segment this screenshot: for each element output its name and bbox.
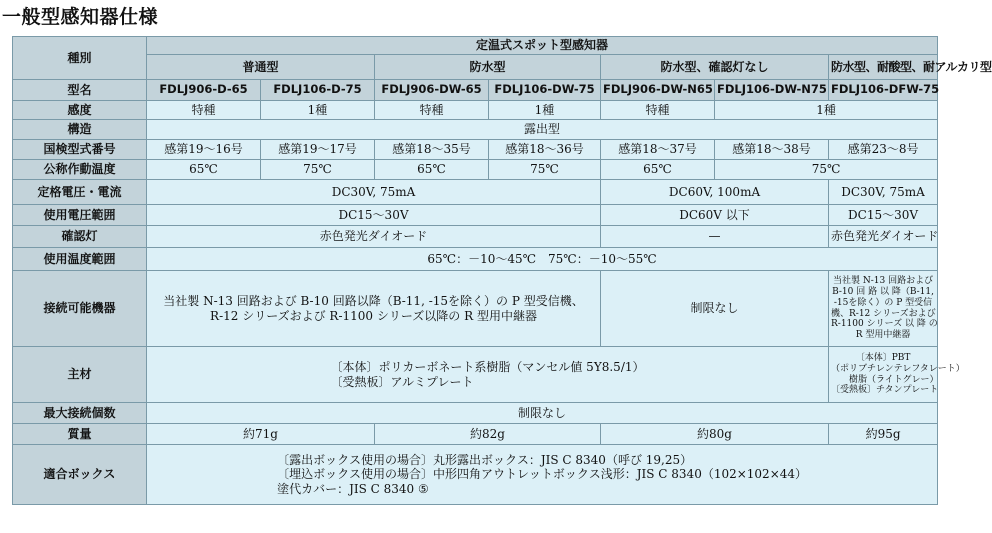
mass-cell: 約95g — [829, 424, 938, 445]
approval-cell: 感第18～38号 — [715, 140, 829, 160]
row-label-indicator: 確認灯 — [13, 226, 147, 248]
rated-cell: DC30V, 75mA — [829, 180, 938, 205]
rated-cell: DC30V, 75mA — [147, 180, 601, 205]
model-cell: FDLJ906-D-65 — [147, 80, 261, 101]
devices-dfw-line: -15を除く）の P 型受信 — [833, 297, 933, 308]
group-header-acid-alkali: 防水型、耐酸型、耐アルカリ型 — [829, 55, 938, 80]
approval-cell: 感第19～16号 — [147, 140, 261, 160]
voltage-range-cell: DC15～30V — [147, 205, 601, 226]
devices-main-cell — [147, 271, 601, 347]
temperature-cell: 75℃ — [261, 160, 375, 180]
group-header-waterproof: 防水型 — [375, 55, 601, 80]
row-label-structure: 構造 — [13, 120, 147, 140]
row-label-box: 適合ボックス — [13, 445, 147, 505]
row-label-kind: 種別 — [13, 37, 147, 80]
sensitivity-cell: 特種 — [147, 101, 261, 120]
devices-dfw-line: R-1100 シリーズ 以 降 の — [831, 319, 938, 330]
approval-cell: 感第18～35号 — [375, 140, 489, 160]
row-label-rated: 定格電圧・電流 — [13, 180, 147, 205]
devices-dfw-cell — [829, 271, 938, 347]
sensitivity-cell: 特種 — [375, 101, 489, 120]
row-label-devices: 接続可能機器 — [13, 271, 147, 347]
sensitivity-cell: 1種 — [261, 101, 375, 120]
devices-dfw-line: B-10 回 路 以 降（B-11, — [832, 286, 934, 297]
devices-dfw-line: 機、R-12 シリーズおよび — [831, 308, 936, 319]
material-dfw-line: 〔受熱板〕チタンプレート — [831, 385, 939, 396]
row-label-temp-range: 使用温度範囲 — [13, 248, 147, 271]
approval-cell: 感第18～37号 — [601, 140, 715, 160]
devices-main-line: R-12 シリーズおよび R-1100 シリーズ以降の R 型用中継器 — [210, 308, 537, 323]
material-main-line: 〔受熱板〕アルミプレート — [330, 374, 474, 389]
category-header: 定温式スポット型感知器 — [147, 37, 938, 55]
material-dfw-line: 樹脂（ライトグレー） — [849, 374, 939, 385]
max-count-cell: 制限なし — [147, 403, 938, 424]
row-label-mass: 質量 — [13, 424, 147, 445]
structure-cell: 露出型 — [147, 120, 938, 140]
indicator-cell: — — [601, 226, 829, 248]
row-label-approval: 国検型式番号 — [13, 140, 147, 160]
devices-dfw-line: R 型用中継器 — [855, 330, 911, 341]
material-dfw-line: （ポリブチレンテレフタレート） — [831, 363, 965, 374]
row-label-temperature: 公称作動温度 — [13, 160, 147, 180]
approval-cell: 感第18～36号 — [489, 140, 601, 160]
material-dfw-cell — [829, 347, 965, 403]
box-line: 〔埋込ボックス使用の場合〕中形四角アウトレットボックス浅形：JIS C 8340（102×102×44） — [277, 467, 808, 482]
mass-cell: 約71g — [147, 424, 375, 445]
devices-middle-cell: 制限なし — [601, 271, 829, 347]
box-line: 塗代カバー：JIS C 8340 ⑤ — [277, 481, 429, 496]
model-cell: FDLJ106-DW-N75 — [715, 80, 829, 101]
material-dfw-line: 〔本体〕PBT — [855, 352, 911, 363]
mass-cell: 約82g — [375, 424, 601, 445]
model-cell: FDLJ106-D-75 — [261, 80, 375, 101]
rated-cell: DC60V, 100mA — [601, 180, 829, 205]
temp-range-cell: 65℃：－10～45℃ 75℃：－10～55℃ — [147, 248, 938, 271]
approval-cell: 感第23～8号 — [829, 140, 938, 160]
sensitivity-cell: 1種 — [489, 101, 601, 120]
material-main-line: 〔本体〕ポリカーボネート系樹脂（マンセル値 5Y8.5/1） — [330, 360, 645, 375]
row-label-voltage-range: 使用電圧範囲 — [13, 205, 147, 226]
row-label-material: 主材 — [13, 347, 147, 403]
box-line: 〔露出ボックス使用の場合〕丸形露出ボックス：JIS C 8340（呼び 19,25） — [277, 452, 693, 467]
mass-cell: 約80g — [601, 424, 829, 445]
row-label-sensitivity: 感度 — [13, 101, 147, 120]
sensitivity-cell: 特種 — [601, 101, 715, 120]
devices-dfw-line: 当社製 N-13 回路および — [832, 276, 934, 287]
temperature-cell: 65℃ — [147, 160, 261, 180]
temperature-cell: 75℃ — [715, 160, 938, 180]
voltage-range-cell: DC15～30V — [829, 205, 938, 226]
model-cell: FDLJ906-DW-N65 — [601, 80, 715, 101]
sensitivity-cell: 1種 — [715, 101, 938, 120]
voltage-range-cell: DC60V 以下 — [601, 205, 829, 226]
group-header-waterproof-no-indicator: 防水型、確認灯なし — [601, 55, 829, 80]
row-label-max-count: 最大接続個数 — [13, 403, 147, 424]
indicator-cell: 赤色発光ダイオード — [829, 226, 938, 248]
spec-table — [12, 36, 992, 505]
temperature-cell: 75℃ — [489, 160, 601, 180]
temperature-cell: 65℃ — [375, 160, 489, 180]
model-cell: FDLJ106-DW-75 — [489, 80, 601, 101]
model-cell: FDLJ106-DFW-75 — [829, 80, 938, 101]
box-cell — [147, 445, 938, 505]
temperature-cell: 65℃ — [601, 160, 715, 180]
approval-cell: 感第19～17号 — [261, 140, 375, 160]
page-title: 一般型感知器仕様 — [2, 6, 159, 28]
devices-main-line: 当社製 N-13 回路および B-10 回路以降（B-11, -15を除く）の P 型受信機、 — [163, 294, 584, 309]
model-cell: FDLJ906-DW-65 — [375, 80, 489, 101]
indicator-cell: 赤色発光ダイオード — [147, 226, 601, 248]
row-label-model: 型名 — [13, 80, 147, 101]
material-main-cell — [147, 347, 829, 403]
group-header-standard: 普通型 — [147, 55, 375, 80]
